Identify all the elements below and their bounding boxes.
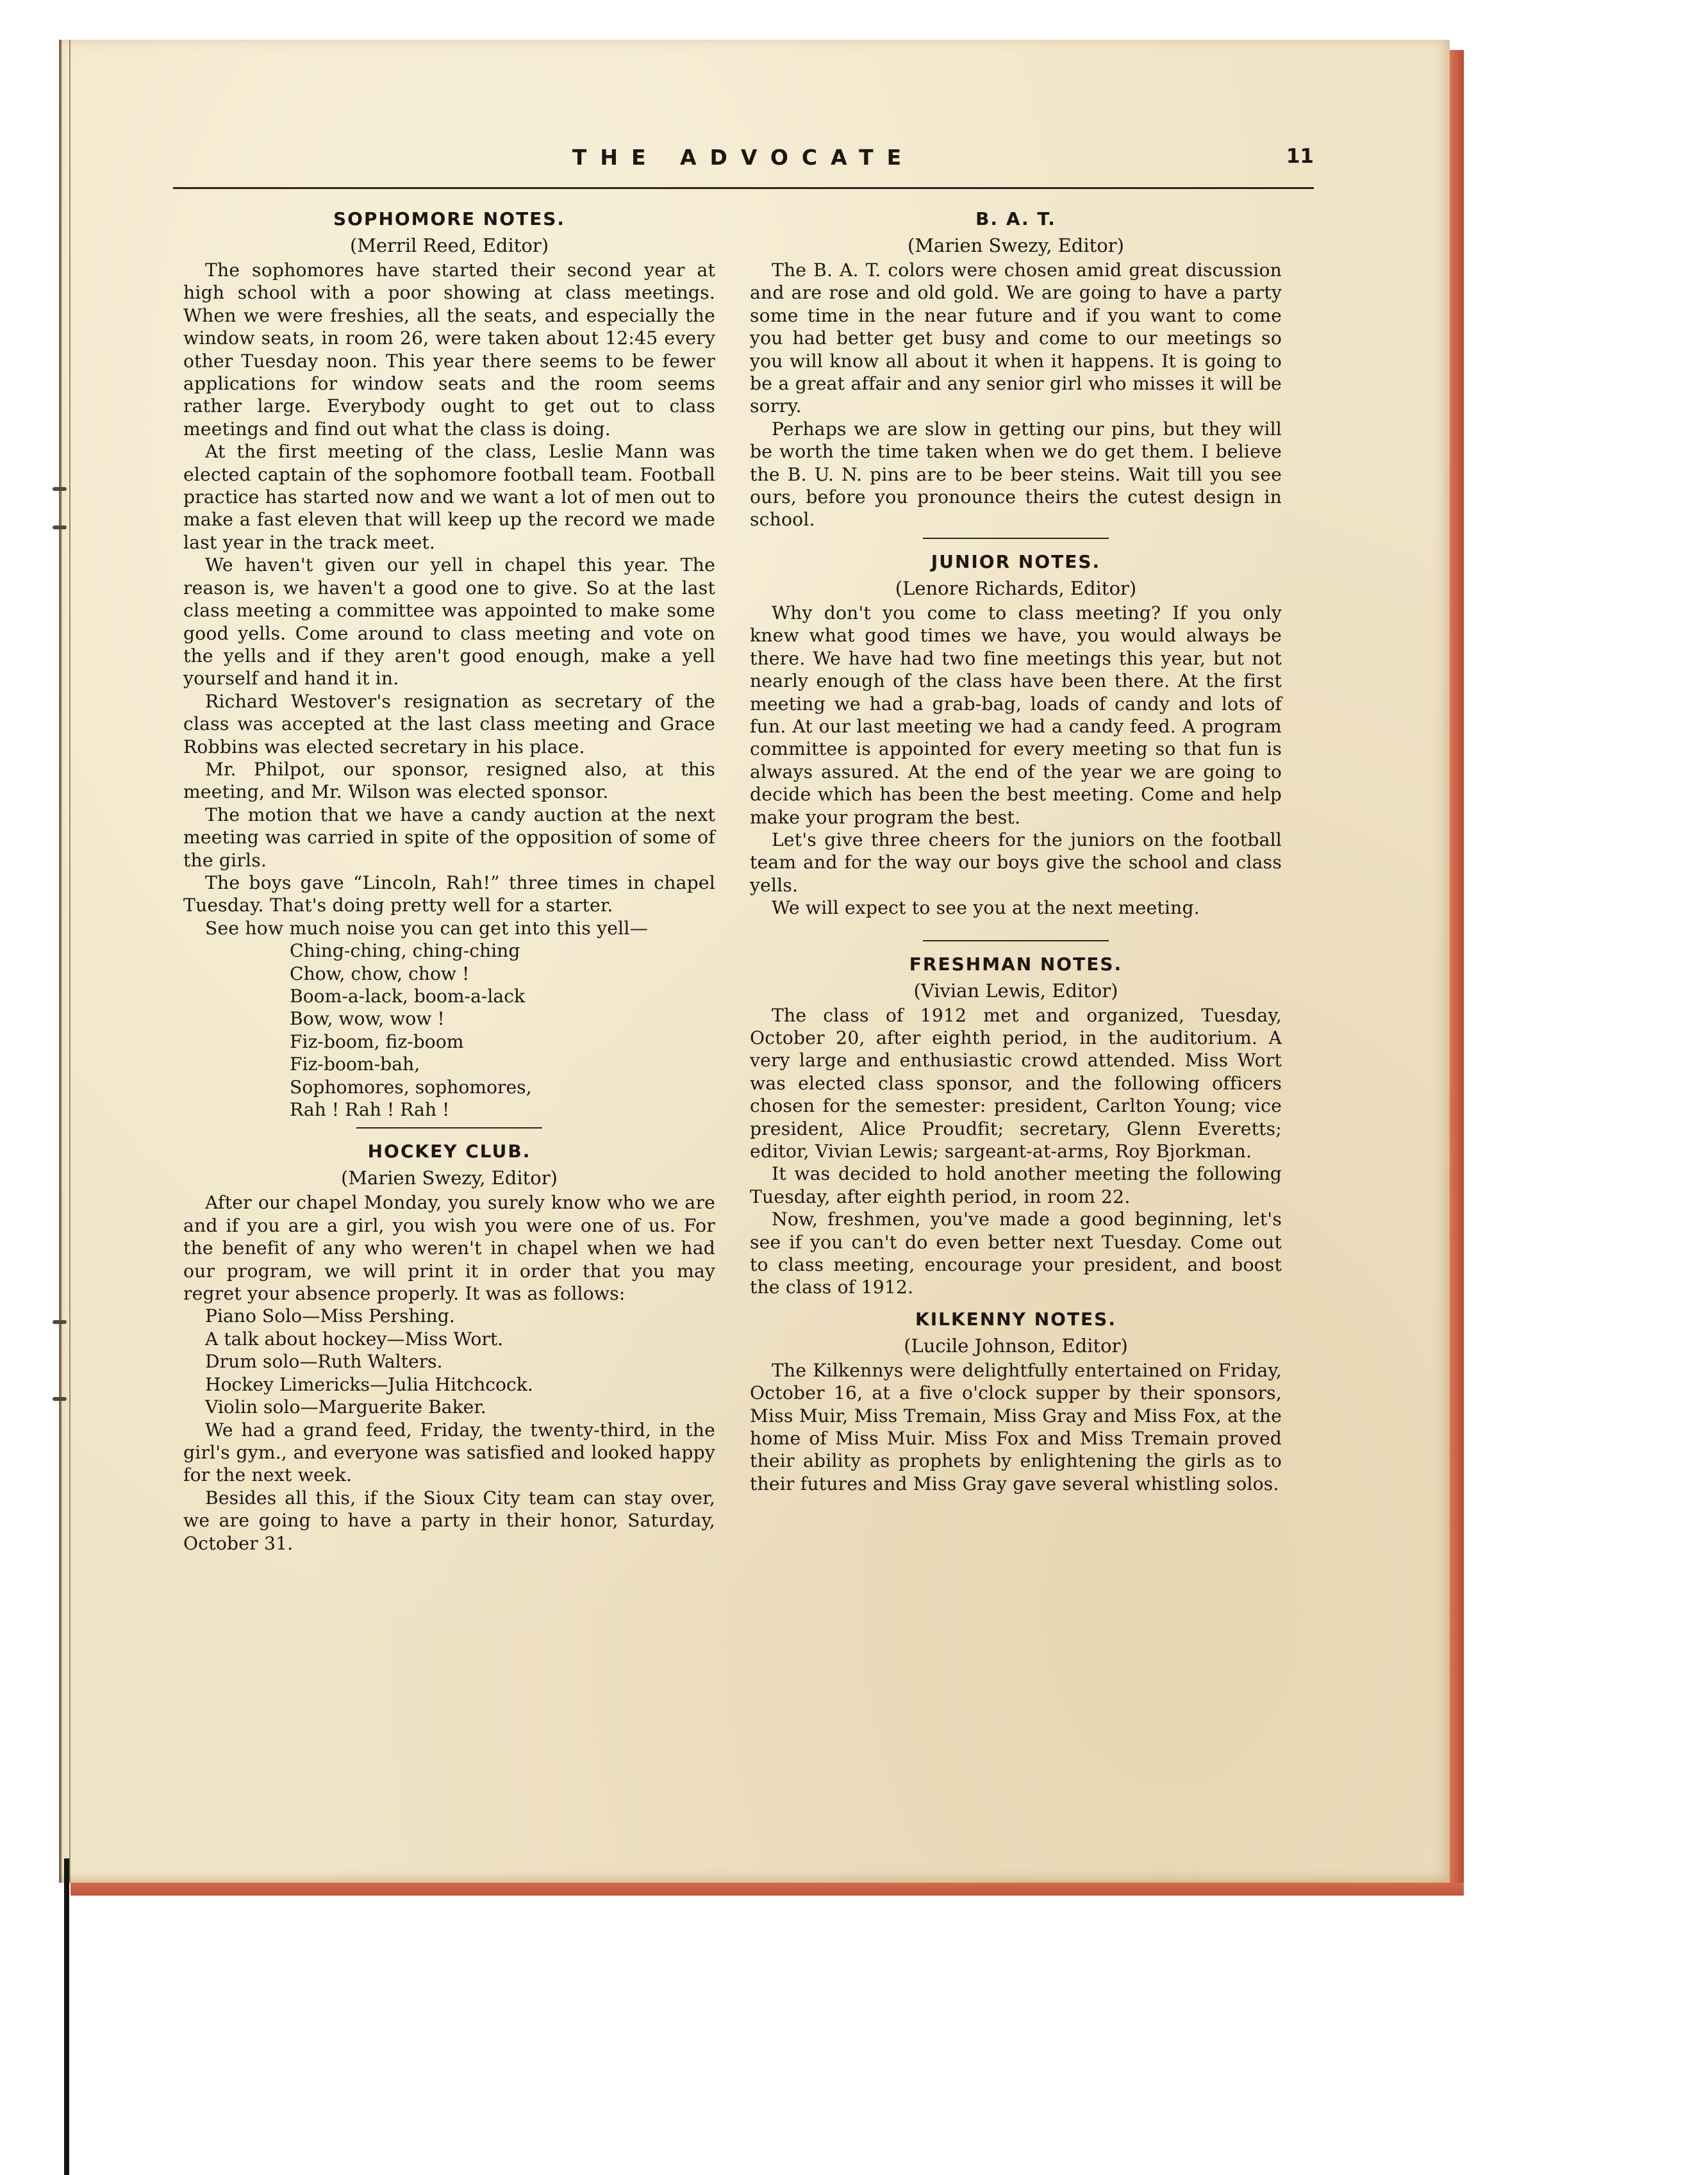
running-head [173,145,1314,177]
paragraph: The class of 1912 met and organized, Tuesday, October 20, after eighth period, in the auditorium. A very large and enthusiastic crowd attended. Miss Wort was elected class sponsor, and the following officers chosen for the semester: president, Carlton Young; vice president, Alice Proudfit; secretary, Glenn Everetts; editor, Vivian Lewis; sargeant-at-arms, Roy Bjorkman. [750,1004,1282,1162]
program-item: A talk about hockey—Miss Wort. [205,1328,504,1350]
section-heading: FRESHMAN NOTES. [909,953,1123,975]
editor-credit: (Marien Swezy, Editor) [908,235,1124,256]
paragraph: See how much noise you can get into this yell— [205,917,648,939]
cover-edge-right [1450,50,1464,1896]
section-divider [923,940,1109,941]
yell-line: Sophomores, sophomores, [290,1076,532,1098]
cover-edge-bottom [70,1883,1464,1896]
bat-section [750,206,1282,531]
binding-edge-inner [69,40,70,1883]
program-item: Drum solo—Ruth Walters. [205,1351,443,1373]
hockey-club-section [183,1139,715,1555]
binding-edge [59,40,62,1883]
staple-mark [53,525,67,529]
paragraph: Mr. Philpot, our sponsor, resigned also, at this meeting, and Mr. Wilson was elected sponsor. [183,758,715,803]
paragraph: The motion that we have a candy auction at the next meeting was carried in spite of the opposition of some of the girls. [183,804,715,871]
section-divider [356,1127,542,1129]
staple-mark [53,487,67,491]
section-heading: B. A. T. [975,208,1056,229]
program-item: Hockey Limericks—Julia Hitchcock. [205,1373,533,1395]
program-item: Violin solo—Marguerite Baker. [205,1396,486,1418]
yell-line: Ching-ching, ching-ching [290,940,520,962]
yell-line: Fiz-boom-bah, [290,1054,420,1075]
paragraph: The Kilkennys were delightfully entertained on Friday, October 16, at a five o'clock supper by their sponsors, Miss Muir, Miss Tremain, Miss Gray and Miss Fox, at the home of Miss Muir. Miss Fox and Miss Tremain proved their ability as prophets by enlightening the girls as to their futures and Miss Gray gave several whistling solos. [750,1359,1282,1494]
paragraph: It was decided to hold another meeting the following Tuesday, after eighth period, in room 22. [750,1163,1282,1207]
paragraph: The boys gave “Lincoln, Rah!” three times in chapel Tuesday. That's doing pretty well for a starter. [183,872,715,916]
freshman-notes-section [750,952,1282,1299]
yell-line: Boom-a-lack, boom-a-lack [290,986,526,1007]
paragraph: The B. A. T. colors were chosen amid great discussion and are rose and old gold. We are going to have a party some time in the near future and if you want to come you had better get busy and come to our meetings so you will know all about it when it happens. It is going to be a great affair and any senior girl who misses it will be sorry. [750,260,1282,417]
yell-line: Bow, wow, wow ! [290,1008,445,1030]
paragraph: We haven't given our yell in chapel this year. The reason is, we haven't a good one to give. So at the last class meeting a committee was appointed to make some good yells. Come around to class meeting and vote on the yells and if they aren't good enough, make a yell yourself and hand it in. [183,554,715,690]
yell-line: Rah ! Rah ! Rah ! [290,1099,450,1121]
paragraph: At the first meeting of the class, Leslie Mann was elected captain of the sophomore football team. Football practice has started now and we want a lot of men out to make a fast eleven that will keep up the record we made last year in the track meet. [183,441,715,553]
paragraph: Let's give three cheers for the juniors on the football team and for the way our boys give the school and class yells. [750,829,1282,896]
junior-notes-section [750,549,1282,920]
section-divider [923,538,1109,539]
paragraph: Now, freshmen, you've made a good beginning, let's see if you can't do even better next Tuesday. Come out to class meeting, encourage your president, and boost the class of 1912. [750,1209,1282,1298]
editor-credit: (Vivian Lewis, Editor) [913,979,1118,1002]
paragraph: After our chapel Monday, you surely know who we are and if you are a girl, you wish you were one of us. For the benefit of any who weren't in chapel when we had our program, we will print it in order that you may regret your absence properly. It was as follows: [183,1192,715,1305]
section-heading: HOCKEY CLUB. [367,1141,531,1162]
editor-credit: (Lucile Johnson, Editor) [904,1334,1128,1357]
header-rule [173,187,1314,189]
section-heading: SOPHOMORE NOTES. [333,208,566,229]
left-column [183,206,715,1555]
staple-mark [53,1397,67,1401]
program-item: Piano Solo—Miss Pershing. [205,1305,455,1327]
section-heading: KILKENNY NOTES. [915,1308,1116,1330]
right-column [750,206,1282,1495]
paragraph: Perhaps we are slow in getting our pins, but they will be worth the time taken when we do get them. I believe the B. U. N. pins are to be beer steins. Wait till you see ours, before you pronounce theirs the cutest design in school. [750,418,1282,531]
sophomore-notes-section [183,206,715,1121]
paragraph: Why don't you come to class meeting? If you only knew what good times we have, you would always be there. We have had two fine meetings this year, but not nearly enough of the class have been there. At the first meeting we had a grab-bag, loads of candy and lots of fun. At our last meeting we had a candy feed. A program committee is appointed for every meeting so that fun is always assured. At the end of the year we are going to decide which has been the best meeting. Come and help make your program the best. [750,602,1282,828]
yell-line: Chow, chow, chow ! [290,963,470,984]
paragraph: Besides all this, if the Sioux City team can stay over, we are going to have a party in their honor, Saturday, October 31. [183,1487,715,1554]
paragraph: Richard Westover's resignation as secretary of the class was accepted at the last class meeting and Grace Robbins was elected secretary in his place. [183,690,715,757]
publication-title: THE ADVOCATE [572,145,915,170]
yell-verse [183,939,715,1121]
paragraph: The sophomores have started their second year at high school with a poor showing at class meetings. When we were freshies, all the seats, and especially the window seats, in room 26, were taken about 12:45 every other Tuesday noon. This year there seems to be fewer applications for window seats and the room seems rather large. Everybody ought to get out to class meetings and find out what the class is doing. [183,260,715,440]
editor-credit: (Marien Swezy, Editor) [341,1167,558,1189]
staple-mark [53,1320,67,1324]
spine-bar [64,1858,69,2175]
paragraph: We had a grand feed, Friday, the twenty-third, in the girl's gym., and everyone was satisfied and looked happy for the next week. [183,1419,715,1486]
editor-credit: (Merril Reed, Editor) [349,235,549,256]
kilkenny-notes-section [750,1307,1282,1495]
section-heading: JUNIOR NOTES. [931,550,1101,572]
editor-credit: (Lenore Richards, Editor) [895,577,1137,599]
paragraph: We will expect to see you at the next meeting. [772,897,1200,919]
page-number: 11 [1286,145,1314,168]
yell-line: Fiz-boom, fiz-boom [290,1030,464,1052]
